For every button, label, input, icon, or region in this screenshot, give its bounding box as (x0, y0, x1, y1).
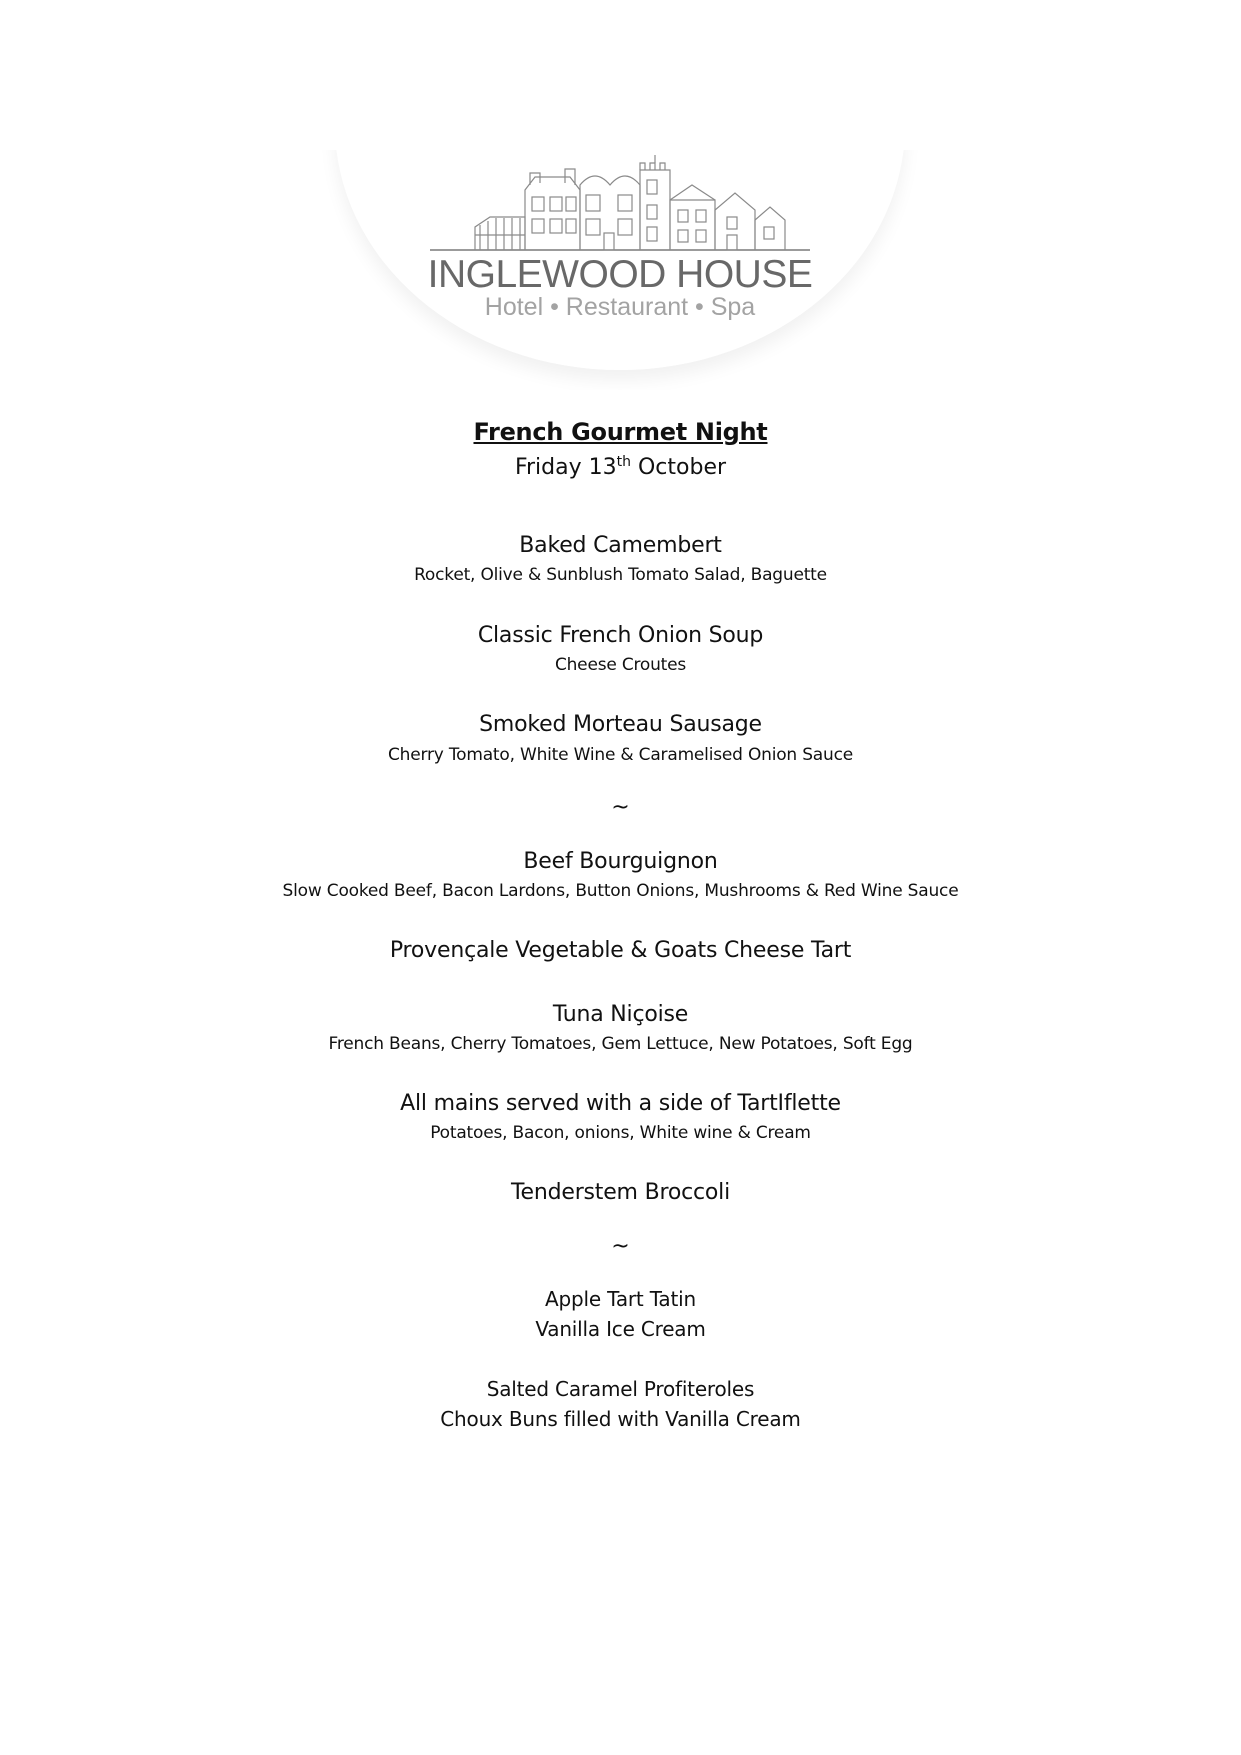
date-day: Friday 13 (514, 455, 617, 480)
main-name: Tuna Niçoise (552, 1002, 689, 1027)
starter-desc: Cherry Tomato, White Wine & Caramelised Onion Sauce (387, 745, 853, 765)
date-ordinal: th (616, 454, 631, 470)
main-name: Beef Bourguignon (523, 849, 718, 874)
side-name: Tenderstem Broccoli (511, 1180, 730, 1205)
date-month: October (631, 455, 727, 480)
side-desc: Potatoes, Bacon, onions, White wine & Cream (430, 1123, 811, 1143)
dessert-desc: Choux Buns filled with Vanilla Cream (440, 1407, 801, 1431)
starter-name: Classic French Onion Soup (477, 623, 764, 648)
dessert-name: Salted Caramel Profiteroles (486, 1377, 755, 1401)
main-name: Provençale Vegetable & Goats Cheese Tart (389, 938, 852, 963)
starter-name: Baked Camembert (519, 533, 722, 558)
side-name: All mains served with a side of TartIflette (400, 1091, 841, 1116)
starter-name: Smoked Morteau Sausage (479, 712, 762, 737)
starter-desc: Rocket, Olive & Sunblush Tomato Salad, Baguette (414, 565, 827, 585)
logo-name: INGLEWOOD HOUSE (427, 253, 813, 296)
menu-title: French Gourmet Night (473, 418, 768, 446)
hotel-logo (335, 150, 905, 370)
logo-tagline: Hotel • Restaurant • Spa (484, 293, 756, 321)
starter-desc: Cheese Croutes (554, 655, 687, 675)
menu-date (0, 455, 1241, 480)
dessert-name: Apple Tart Tatin (545, 1287, 696, 1311)
main-desc: Slow Cooked Beef, Bacon Lardons, Button Onions, Mushrooms & Red Wine Sauce (282, 881, 959, 901)
house-illustration-icon (430, 155, 810, 255)
course-separator: ~ (611, 1234, 630, 1259)
dessert-desc: Vanilla Ice Cream (535, 1317, 706, 1341)
course-separator: ~ (611, 795, 630, 820)
main-desc: French Beans, Cherry Tomatoes, Gem Lettuce, New Potatoes, Soft Egg (328, 1034, 913, 1054)
